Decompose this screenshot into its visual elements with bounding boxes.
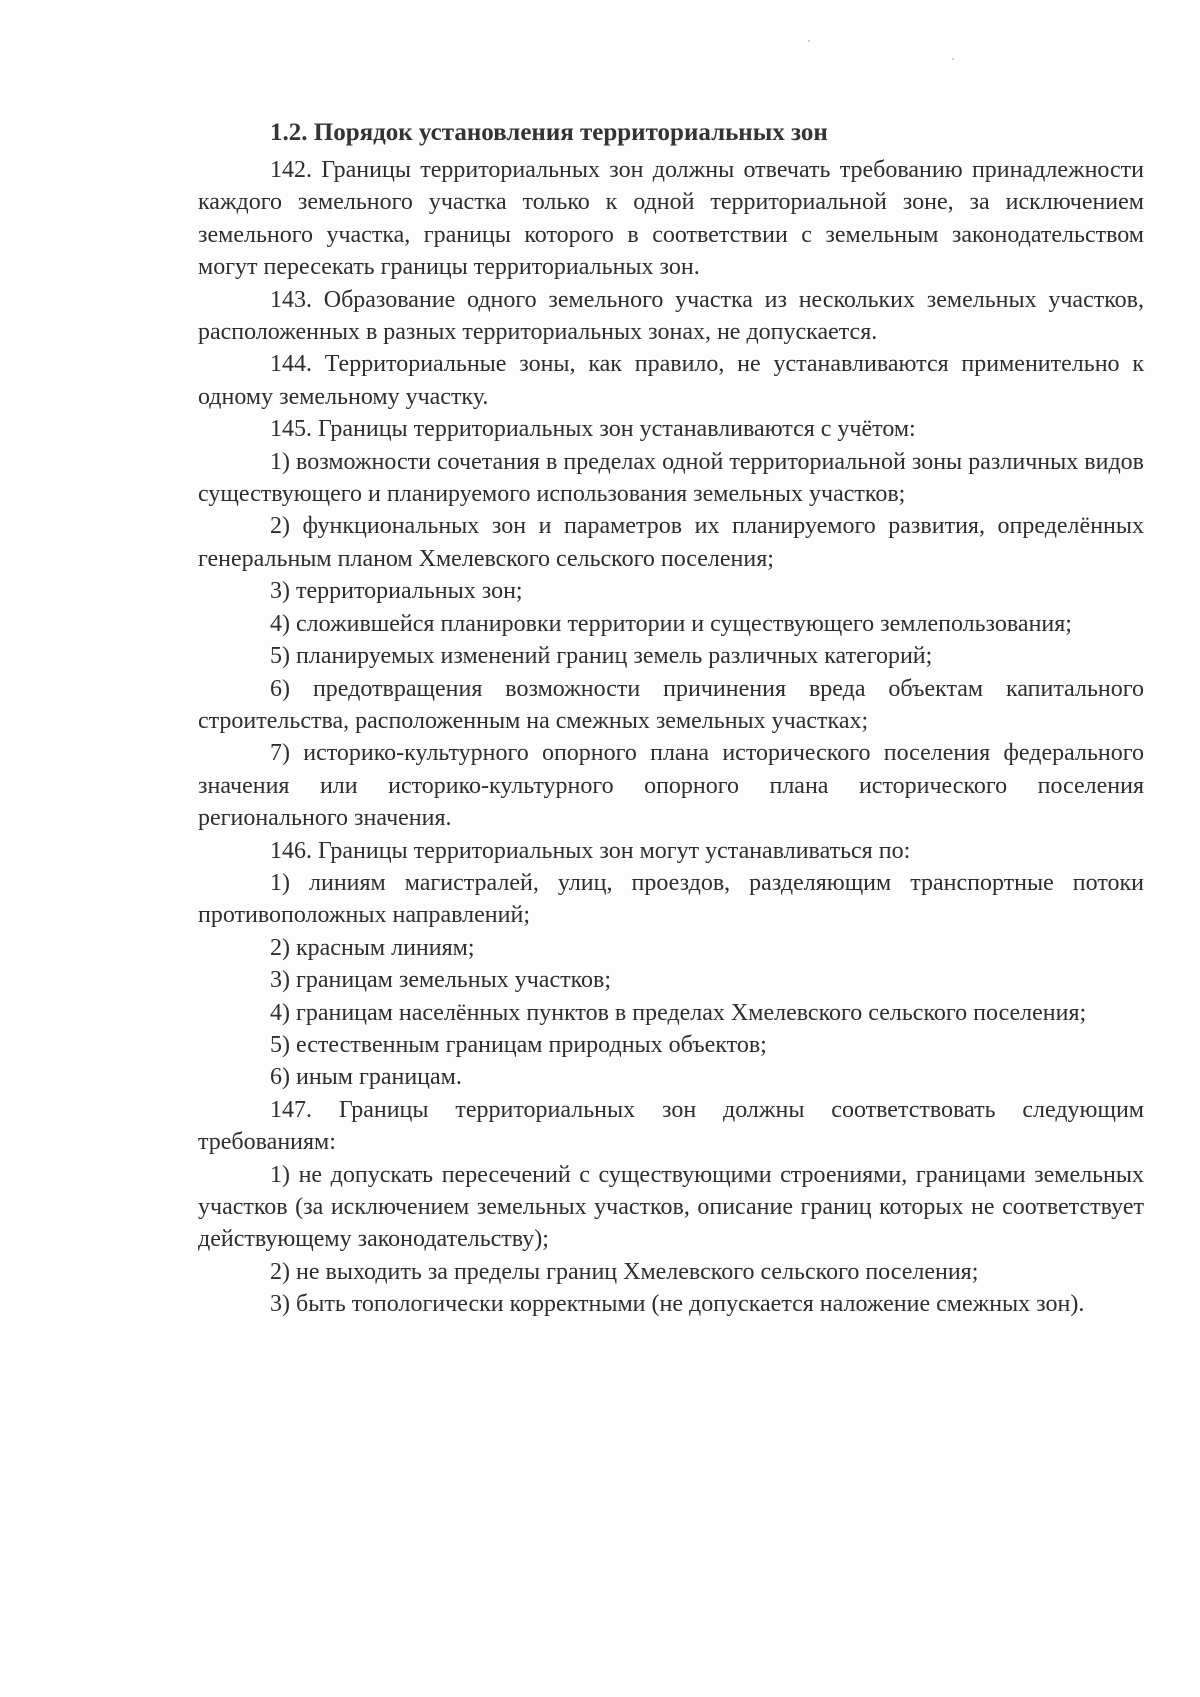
paragraph: 142. Границы территориальных зон должны отвечать требованию принадлежности каждого земельного участка только к одной территориальной зоне, за исключением земельного участка, границы которого в соответствии с земельным законодательством могут пересекать границы территориальных зон.: [198, 157, 1144, 281]
section-heading: 1.2. Порядок установления территориальных зон: [270, 119, 828, 146]
scan-speck: [952, 58, 954, 60]
list-item: 5) планируемых изменений границ земель различных категорий;: [270, 643, 933, 670]
list-item: 6) предотвращения возможности причинения вреда объектам капитального строительства, расположенным на смежных земельных участках;: [198, 675, 1144, 734]
list-item: 3) территориальных зон;: [270, 578, 523, 605]
list-item: 3) границам земельных участков;: [270, 967, 612, 994]
list-item: 1) линиям магистралей, улиц, проездов, разделяющим транспортные потоки противоположных направлений;: [198, 869, 1144, 929]
paragraph: 146. Границы территориальных зон могут устанавливаться по:: [270, 837, 911, 864]
document-body: [198, 118, 1144, 1321]
list-item: 1) не допускать пересечений с существующими строениями, границами земельных участков (за исключением земельных участков, описание границ которых не соответствует действующему законодательству);: [198, 1161, 1144, 1253]
list-item: 3) быть топологически корректными (не допускается наложение смежных зон).: [270, 1291, 1085, 1318]
list-item: 2) не выходить за пределы границ Хмелевского сельского поселения;: [270, 1258, 979, 1285]
list-item: 6) иным границам.: [270, 1064, 462, 1091]
paragraph: 145. Границы территориальных зон устанавливаются с учётом:: [270, 416, 916, 443]
list-item: 4) сложившейся планировки территории и существующего землепользования;: [270, 610, 1072, 637]
list-item: 5) естественным границам природных объектов;: [270, 1031, 767, 1058]
list-item: 2) красным линиям;: [270, 934, 475, 961]
list-item: 2) функциональных зон и параметров их планируемого развития, определённых генеральным планом Хмелевского сельского поселения;: [198, 513, 1144, 572]
paragraph: 144. Территориальные зоны, как правило, не устанавливаются применительно к одному земельному участку.: [198, 351, 1144, 410]
scan-speck: [808, 40, 810, 42]
list-item: 7) историко-культурного опорного плана исторического поселения федерального значения или историко-культурного опорного плана исторического поселения регионального значения.: [198, 740, 1144, 832]
list-item: 4) границам населённых пунктов в пределах Хмелевского сельского поселения;: [270, 999, 1087, 1026]
paragraph: 147. Границы территориальных зон должны соответствовать следующим требованиям:: [198, 1096, 1144, 1156]
list-item: 1) возможности сочетания в пределах одной территориальной зоны различных видов существующего и планируемого использования земельных участков;: [198, 448, 1144, 508]
paragraph: 143. Образование одного земельного участка из нескольких земельных участков, расположенных в разных территориальных зонах, не допускается.: [198, 286, 1144, 346]
